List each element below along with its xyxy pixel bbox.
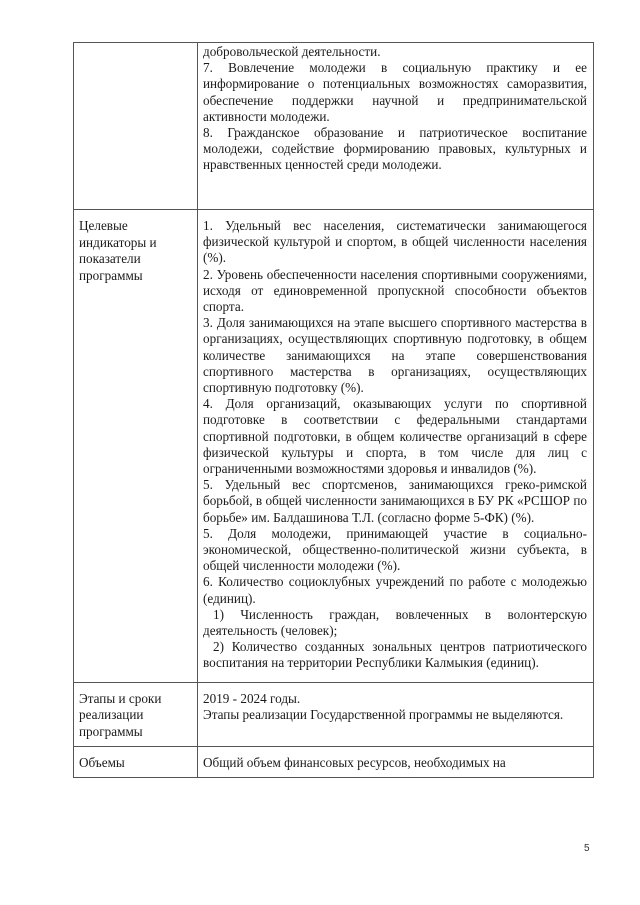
stages-paragraph: Этапы реализации Государственной программы не выделяются. bbox=[203, 706, 564, 722]
indicators-label: Целевые индикаторы и показатели программы bbox=[74, 210, 198, 683]
stages-content bbox=[198, 682, 594, 747]
volume-row bbox=[74, 747, 594, 778]
program-passport-table bbox=[73, 42, 594, 778]
indicator-paragraph: 5. Удельный вес спортсменов, занимающихся греко-римской борьбой, в общей численности занимающихся в БУ РК «РСШОР по борьбе» им. Балдашинова Т.Л. (согласно форме 5-ФК) (%). bbox=[203, 477, 587, 525]
indicators-row bbox=[74, 210, 594, 683]
indicators-content bbox=[198, 210, 594, 683]
volume-content bbox=[198, 747, 594, 778]
objectives-label bbox=[74, 43, 198, 210]
volume-paragraph: Общий объем финансовых ресурсов, необходимых на bbox=[203, 755, 506, 771]
stages-label: Этапы и сроки реализации программы bbox=[74, 682, 198, 747]
indicator-paragraph: 1. Удельный вес населения, систематически занимающегося физической культурой и спортом, в общей численности населения (%). bbox=[203, 218, 587, 266]
indicator-paragraph: 2. Уровень обеспеченности населения спортивными сооружениями, исходя от единовременной пропускной способности объектов спорта. bbox=[203, 266, 587, 315]
objectives-paragraph: 7. Вовлечение молодежи в социальную практику и ее информирование о потенциальных возможностях саморазвития, обеспечение поддержки научной и предпринимательской активности молодежи. bbox=[203, 60, 587, 124]
indicator-subitem: 1) Численность граждан, вовлеченных в волонтерскую деятельность (человек); bbox=[203, 606, 587, 639]
indicator-paragraph: 5. Доля молодежи, принимающей участие в социально-экономической, общественно-политической жизни субъекта, в общей численности молодежи (%). bbox=[203, 525, 587, 574]
objectives-paragraph: 8. Гражданское образование и патриотическое воспитание молодежи, содействие формированию правовых, культурных и нравственных ценностей среди молодежи. bbox=[203, 125, 587, 173]
objectives-row bbox=[74, 43, 594, 210]
indicator-subitem: 2) Количество созданных зональных центров патриотического воспитания на территории Республики Калмыкия (единиц). bbox=[203, 639, 587, 671]
volume-label: Объемы bbox=[74, 747, 198, 778]
objectives-paragraph: добровольческой деятельности. bbox=[203, 44, 381, 59]
stages-row bbox=[74, 682, 594, 747]
indicator-paragraph: 4. Доля организаций, оказывающих услуги по спортивной подготовке в соответствии с федеральными стандартами спортивной подготовки, в общем количестве организаций в сфере физической культуры и спорта, в том числе для лиц с ограниченными возможностями здоровья и инвалидов (%). bbox=[203, 396, 587, 477]
indicator-paragraph: 6. Количество социоклубных учреждений по работе с молодежью (единиц). bbox=[203, 574, 587, 606]
stages-paragraph: 2019 - 2024 годы. bbox=[203, 690, 301, 706]
page-number: 5 bbox=[584, 843, 590, 854]
objectives-content bbox=[198, 43, 594, 210]
indicator-paragraph: 3. Доля занимающихся на этапе высшего спортивного мастерства в организациях, осуществляющих спортивную подготовку, в общем количестве занимающихся на этапе совершенствования спортивного мастерства в организациях, осуществляющих спортивную подготовку (%). bbox=[203, 315, 587, 396]
